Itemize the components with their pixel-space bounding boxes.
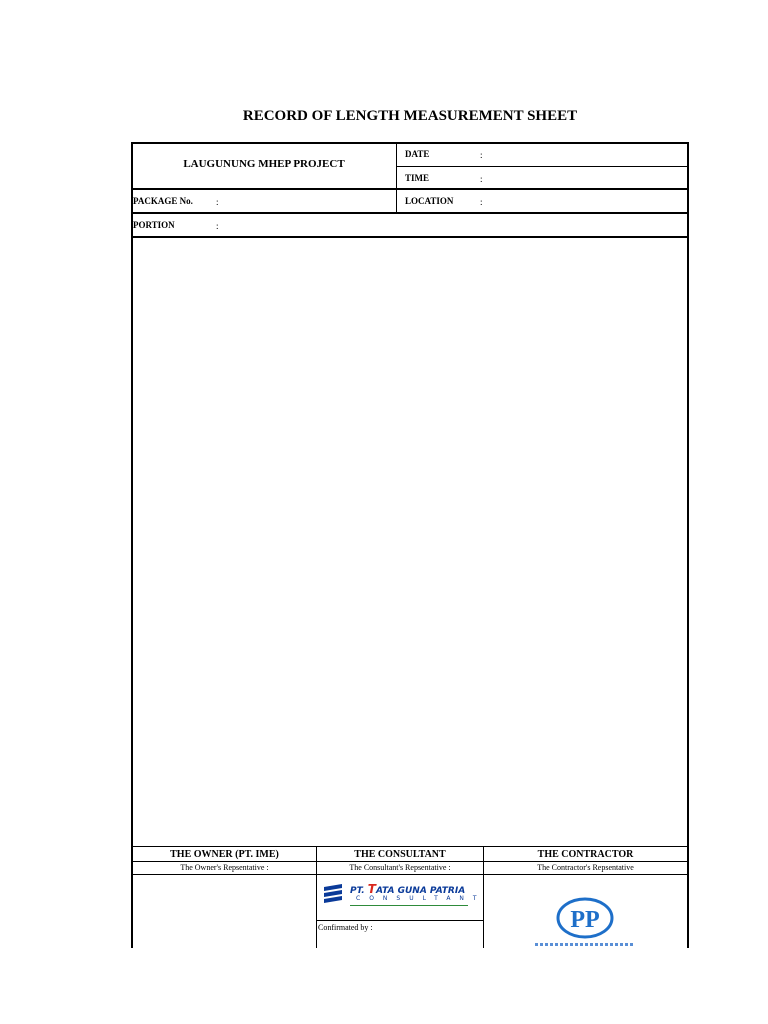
consultant-mark-icon: [322, 884, 344, 906]
project-row-bottom: [131, 188, 689, 190]
tata-guna-patria-logo: [322, 880, 486, 912]
table-border-left: [131, 142, 133, 948]
signature-top-border: [131, 846, 689, 847]
location-separator: :: [480, 197, 483, 207]
consultant-logo-rule: [350, 905, 468, 906]
project-name: LAUGUNUNG MHEP PROJECT: [183, 158, 345, 170]
portion-row-bottom: [131, 236, 689, 238]
time-separator: :: [480, 174, 483, 184]
time-label: TIME: [405, 173, 430, 183]
package-label: PACKAGE No.: [133, 196, 193, 206]
owner-representative: The Owner's Repsentative :: [180, 863, 269, 872]
location-label: LOCATION: [405, 196, 454, 206]
consultant-logo-name: PT. TATA GUNA PATRIA: [350, 882, 466, 896]
consultant-logo-tagline: CONSULTANT: [356, 895, 486, 902]
header-divider: [396, 142, 397, 214]
owner-heading: THE OWNER (PT. IME): [170, 849, 279, 860]
signature-sub-divider: [131, 874, 689, 875]
pp-logo-caption: [535, 943, 635, 946]
portion-label: PORTION: [133, 220, 175, 230]
table-border-top: [131, 142, 689, 144]
package-separator: :: [216, 197, 219, 207]
date-separator: :: [480, 150, 483, 160]
table-border-right: [687, 142, 689, 948]
consultant-representative: The Consultant's Repsentative :: [349, 863, 451, 872]
document-title: RECORD OF LENGTH MEASUREMENT SHEET: [242, 108, 578, 124]
pp-logo: [555, 896, 615, 940]
date-time-divider: [397, 166, 688, 167]
consultant-confirm-divider: [316, 920, 484, 921]
contractor-heading: THE CONTRACTOR: [537, 849, 634, 860]
confirmed-by-label: Confirmated by :: [318, 923, 373, 932]
pp-logo-initials: PP: [570, 907, 600, 933]
contractor-representative: The Contractor's Repsentative: [537, 863, 634, 872]
package-row-bottom: [131, 212, 689, 214]
consultant-heading: THE CONSULTANT: [354, 849, 446, 860]
portion-separator: :: [216, 221, 219, 231]
date-label: DATE: [405, 149, 430, 159]
